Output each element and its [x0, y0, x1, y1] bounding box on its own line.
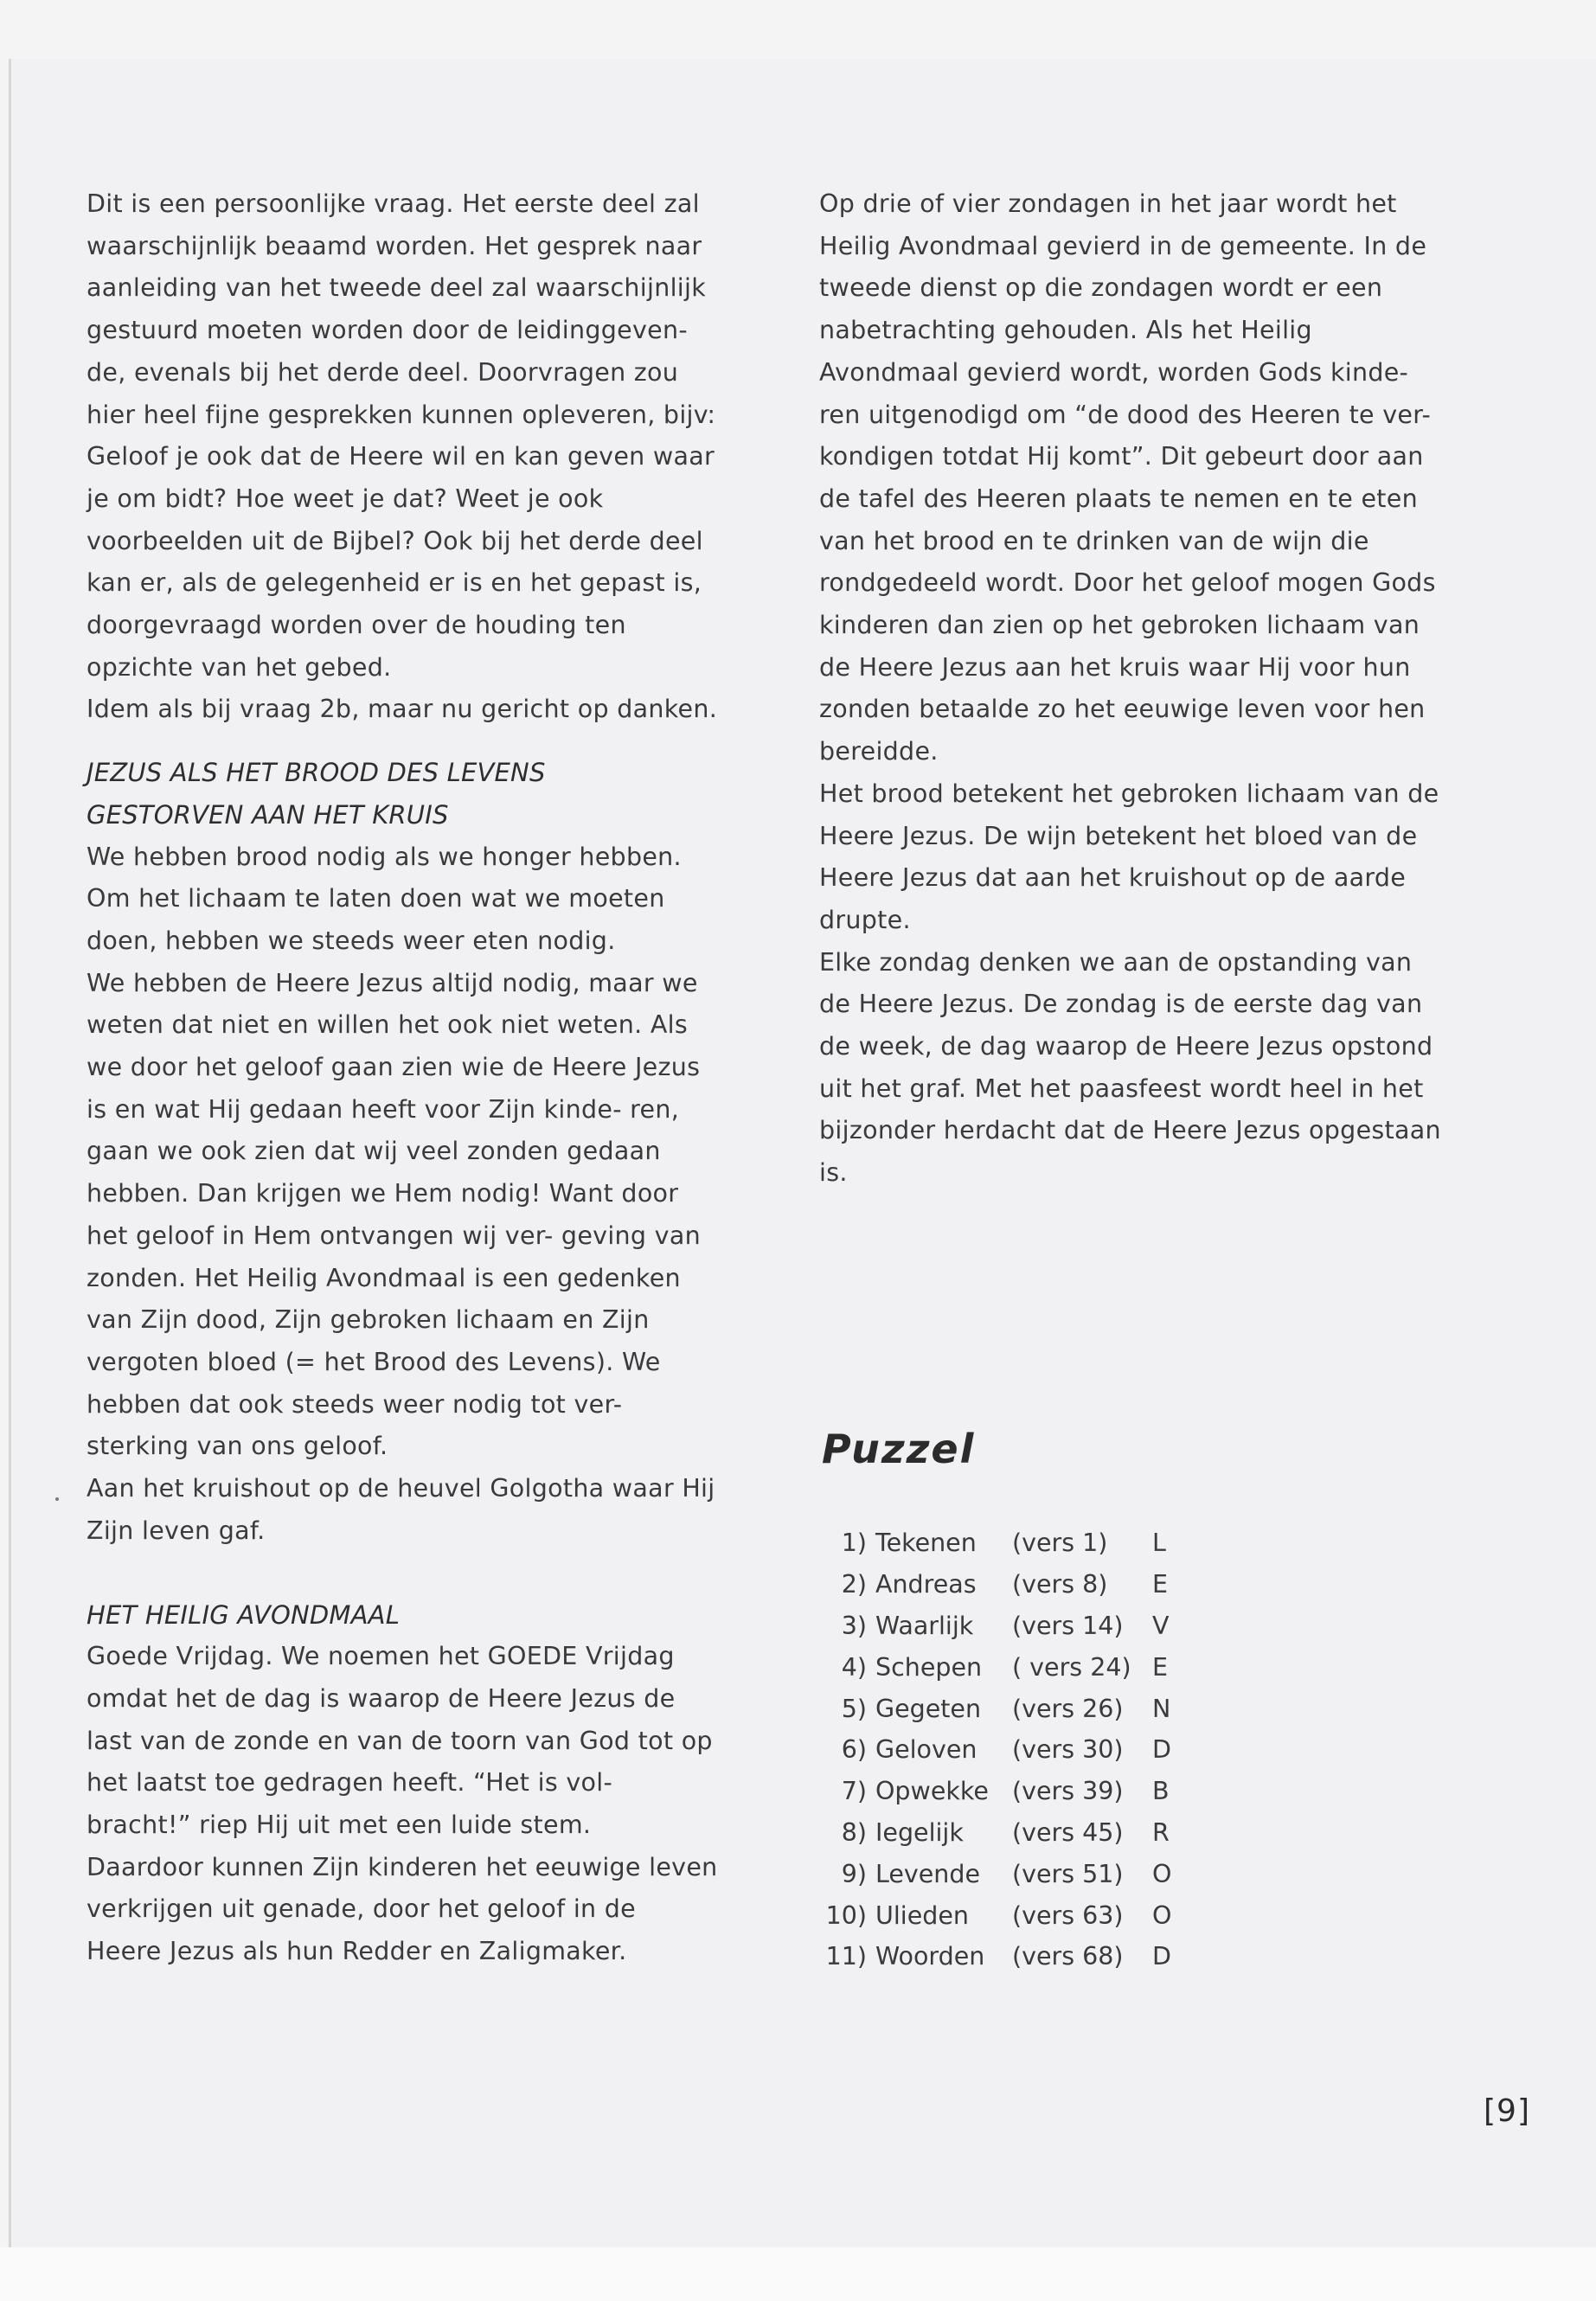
puzzle-verse: (vers 63): [1012, 1900, 1124, 1930]
puzzle-letter: D: [1152, 1735, 1171, 1765]
left-column: [87, 183, 718, 1973]
puzzle-word: Gegeten: [875, 1694, 982, 1723]
puzzle-number: 2): [841, 1570, 867, 1599]
puzzle-number: 10): [825, 1900, 867, 1930]
puzzle-letter: N: [1152, 1694, 1171, 1723]
section1-paragraph-2: We hebben de Heere Jezus altijd nodig, maar we weten dat niet en willen het ook niet weten. Als we door het geloof gaan zien wie de Heere Jezus is en wat Hij gedaan heeft voor Zijn kinde- ren, gaan we ook zien dat wij veel zonden gedaan hebben. Dan krijgen we Hem nodig! Want door het geloof in Hem ontvangen wij ver- geving van zonden. Het Heilig Avondmaal is een gedenken van Zijn dood, Zijn gebroken lichaam en Zijn vergoten bloed (= het Brood des Levens). We hebben dat ook steeds weer nodig tot ver- sterking van ons geloof.: [87, 968, 701, 1461]
puzzle-row: [822, 1853, 1187, 1894]
puzzle-verse: (vers 14): [1012, 1611, 1124, 1640]
right-paragraph-3: Elke zondag denken we aan de opstanding van de Heere Jezus. De zondag is de eerste dag van de week, de dag waarop de Heere Jezus opstond uit het graf. Met het paasfeest wordt heel in het bijzonder herdacht dat de Heere Jezus opgestaan is.: [819, 947, 1441, 1188]
puzzle-word: Iegelijk: [875, 1817, 964, 1847]
puzzle-word: Andreas: [875, 1570, 977, 1599]
puzzle-verse: (vers 30): [1012, 1735, 1124, 1765]
section1-paragraph-1: We hebben brood nodig als we honger hebben. Om het lichaam te laten doen wat we moeten doen, hebben we steeds weer eten nodig.: [87, 842, 682, 955]
puzzle-letter: B: [1152, 1777, 1170, 1806]
intro-paragraph-1: Dit is een persoonlijke vraag. Het eerste deel zal waarschijnlijk beaamd worden. Het gesprek naar aanleiding van het tweede deel zal waarschijnlijk gestuurd moeten worden door de leidinggeven- de, evenals bij het derde deel. Doorvragen zou hier heel fijne gesprekken kunnen opleveren, bijv: Geloof je ook dat de Heere wil en kan geven waar je om bidt? Hoe weet je dat? Weet je ook voorbeelden uit de Bijbel? Ook bij het derde deel kan er, als de gelegenheid er is en het gepast is, doorgevraagd worden over de houding ten opzichte van het gebed.: [87, 189, 716, 682]
puzzle-letter: L: [1152, 1529, 1166, 1558]
puzzle-letter: O: [1152, 1859, 1172, 1888]
puzzle-verse: (vers 26): [1012, 1694, 1124, 1723]
puzzle-verse: (vers 39): [1012, 1777, 1124, 1806]
puzzle-row: [822, 1646, 1187, 1688]
puzzle-row: [822, 1564, 1187, 1606]
section-heading-holy-supper: HET HEILIG AVONDMAAL: [87, 1599, 401, 1630]
puzzle-number: 8): [841, 1817, 867, 1847]
puzzle-row: [822, 1894, 1187, 1936]
right-paragraph-2: Het brood betekent het gebroken lichaam van de Heere Jezus. De wijn betekent het bloed van de Heere Jezus dat aan het kruishout op de aarde drupte.: [819, 779, 1439, 934]
puzzle-number: 1): [841, 1529, 867, 1558]
puzzle-row: [822, 1936, 1187, 1977]
puzzle-word: Schepen: [875, 1652, 983, 1682]
puzzle-verse: (vers 68): [1012, 1942, 1124, 1971]
page-number: [9]: [1484, 2093, 1530, 2129]
puzzle-word: Ulieden: [875, 1900, 969, 1930]
puzzle-word: Woorden: [875, 1942, 985, 1971]
puzzle-number: 3): [841, 1611, 867, 1640]
puzzle-row: [822, 1771, 1187, 1812]
puzzle-row: [822, 1812, 1187, 1854]
puzzle-title: Puzzel: [822, 1426, 976, 1472]
puzzle-word: Geloven: [875, 1735, 977, 1765]
puzzle-word: Levende: [875, 1859, 980, 1888]
section-heading-bread-of-life: JEZUS ALS HET BROOD DES LEVENS GESTORVEN AAN HET KRUIS: [87, 758, 546, 830]
right-column: [819, 183, 1451, 1195]
puzzle-verse: ( vers 24): [1012, 1652, 1131, 1682]
page-bottom-margin: [0, 2247, 1596, 2301]
section2-paragraph-2: Daardoor kunnen Zijn kinderen het eeuwige leven verkrijgen uit genade, door het geloof in de Heere Jezus als hun Redder en Zaligmaker.: [87, 1852, 718, 1966]
puzzle-row: [822, 1522, 1187, 1564]
puzzle-number: 5): [841, 1694, 867, 1723]
puzzle-row: [822, 1688, 1187, 1729]
ink-speck: [55, 1497, 59, 1501]
puzzle-letter: O: [1152, 1900, 1172, 1930]
puzzle-letter: D: [1152, 1942, 1171, 1971]
section2-paragraph-1: Goede Vrijdag. We noemen het GOEDE Vrijdag omdat het de dag is waarop de Heere Jezus de last van de zonde en van de toorn van God tot op het laatst toe gedragen heeft. “Het is vol- bracht!” riep Hij uit met een luide stem.: [87, 1642, 713, 1840]
puzzle-number: 9): [841, 1859, 867, 1888]
puzzle-row: [822, 1729, 1187, 1771]
puzzle-verse: (vers 8): [1012, 1570, 1108, 1599]
puzzle-letter: R: [1152, 1817, 1170, 1847]
section1-paragraph-3: Aan het kruishout op de heuvel Golgotha waar Hij Zijn leven gaf.: [87, 1474, 715, 1545]
puzzle-verse: (vers 51): [1012, 1859, 1124, 1888]
puzzle-number: 7): [841, 1777, 867, 1806]
puzzle-word: Tekenen: [875, 1529, 977, 1558]
puzzle-word: Waarlijk: [875, 1611, 974, 1640]
puzzle-row: [822, 1606, 1187, 1647]
intro-paragraph-2: Idem als bij vraag 2b, maar nu gericht op danken.: [87, 695, 718, 724]
puzzle-number: 4): [841, 1652, 867, 1682]
puzzle-letter: V: [1152, 1611, 1170, 1640]
puzzle-letter: E: [1152, 1652, 1169, 1682]
puzzle-number: 6): [841, 1735, 867, 1765]
puzzle-word: Opwekke: [875, 1777, 989, 1806]
puzzle-verse: (vers 1): [1012, 1529, 1108, 1558]
puzzle-letter: E: [1152, 1570, 1169, 1599]
puzzle-number: 11): [825, 1942, 867, 1971]
puzzle-answer-table: [822, 1522, 1187, 1977]
puzzle-verse: (vers 45): [1012, 1817, 1124, 1847]
right-paragraph-1: Op drie of vier zondagen in het jaar wordt het Heilig Avondmaal gevierd in de gemeente. In de tweede dienst op die zondagen wordt er een nabetrachting gehouden. Als het Heilig Avondmaal gevierd wordt, worden Gods kinde- ren uitgenodigd om “de dood des Heeren te ver- kondigen totdat Hij komt”. Dit gebeurt door aan de tafel des Heeren plaats te nemen en te eten van het brood en te drinken van de wijn die rondgedeeld wordt. Door het geloof mogen Gods kinderen dan zien op het gebroken lichaam van de Heere Jezus aan het kruis waar Hij voor hun zonden betaalde zo het eeuwige leven voor hen bereidde.: [819, 189, 1436, 766]
